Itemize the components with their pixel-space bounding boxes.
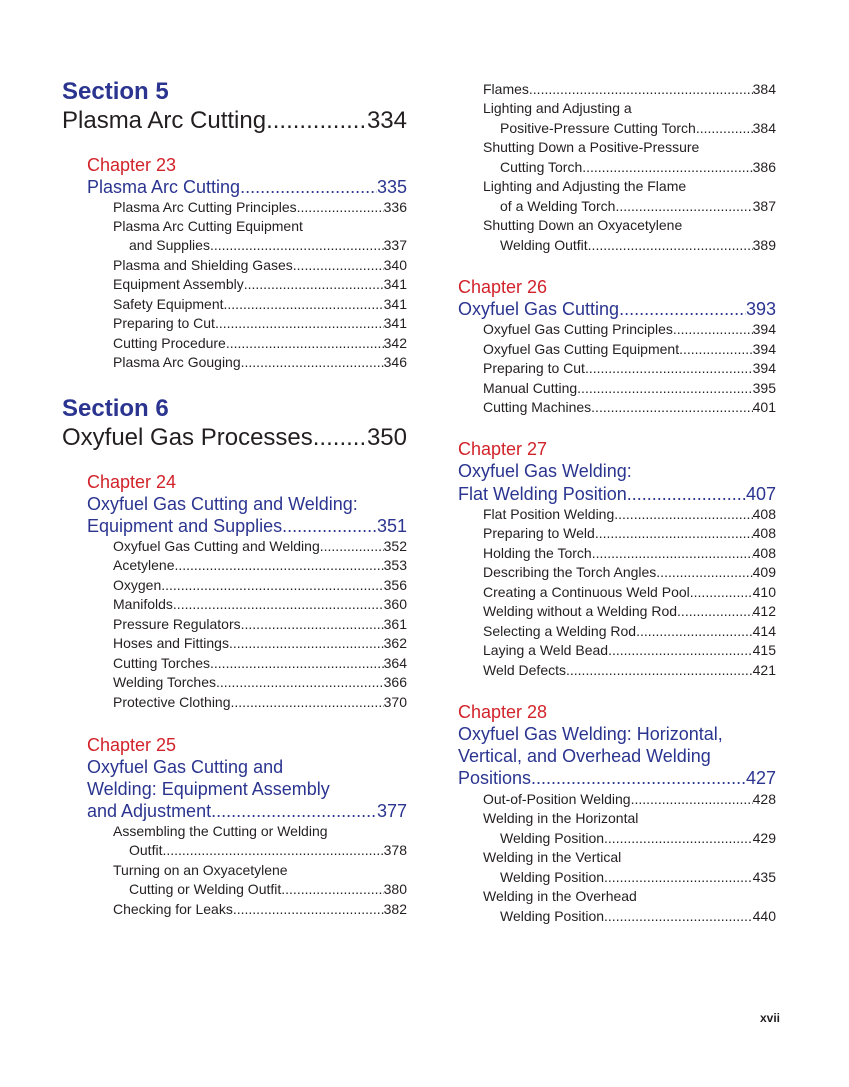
toc-entry[interactable] <box>483 216 776 235</box>
entry-text: Acetylene <box>113 557 175 573</box>
toc-entry[interactable] <box>113 861 407 880</box>
dot-leader <box>211 800 377 822</box>
chapter-26-label: Chapter 26 <box>458 277 548 297</box>
chapter-25-title[interactable] <box>87 800 407 822</box>
page-number: 350 <box>366 424 407 451</box>
page-folio: xvii <box>760 1011 781 1025</box>
dot-leader <box>281 880 383 899</box>
page-number: 341 <box>383 296 407 312</box>
page-number: 364 <box>383 655 407 671</box>
chapter-title-text: Oxyfuel Gas Welding: <box>458 461 632 481</box>
entry-text: Welding in the Horizontal <box>483 810 639 826</box>
chapter-title-text: Equipment and Supplies <box>87 516 283 536</box>
chapter-title-text: Positions <box>458 768 532 788</box>
entry-text: Checking for Leaks <box>113 901 233 917</box>
toc-entry[interactable] <box>483 177 776 196</box>
entry-text: Safety Equipment <box>113 296 224 312</box>
chapter-27-title[interactable] <box>458 483 776 505</box>
entry-text: Protective Clothing <box>113 694 231 710</box>
page-number: 440 <box>752 908 776 924</box>
chapter-27-title-line[interactable] <box>458 460 776 482</box>
dot-leader <box>604 868 753 887</box>
toc-entry[interactable] <box>483 80 776 99</box>
chapter-title-text: Oxyfuel Gas Welding: Horizontal, <box>458 724 723 744</box>
entry-text: Selecting a Welding Rod <box>483 623 637 639</box>
entry-text: Plasma Arc Gouging <box>113 354 241 370</box>
dot-leader <box>241 353 384 372</box>
dot-leader <box>631 790 753 809</box>
entry-text: Outfit <box>129 842 163 858</box>
toc-entry[interactable] <box>483 622 776 641</box>
page-number: 341 <box>383 315 407 331</box>
toc-entry[interactable] <box>483 544 776 563</box>
entry-text: Flat Position Welding <box>483 506 615 522</box>
dot-leader <box>604 907 753 926</box>
toc-entry[interactable] <box>483 340 776 359</box>
chapter-23-label: Chapter 23 <box>87 155 177 175</box>
entry-text: Out-of-Position Welding <box>483 791 631 807</box>
toc-entry[interactable] <box>500 197 776 216</box>
dot-leader <box>604 829 753 848</box>
entry-text: Plasma Arc Cutting Equipment <box>113 218 303 234</box>
entry-text: Welding Outfit <box>500 237 588 253</box>
toc-entry[interactable] <box>113 900 407 919</box>
dot-leader <box>636 622 753 641</box>
page-number: 408 <box>752 506 776 522</box>
page-number: 382 <box>383 901 407 917</box>
chapter-title-text: Plasma Arc Cutting <box>87 177 241 197</box>
section-5-title[interactable] <box>62 106 407 136</box>
toc-entry[interactable] <box>113 654 407 673</box>
toc-entry[interactable] <box>483 602 776 621</box>
toc-entry[interactable] <box>483 887 776 906</box>
toc-entry[interactable] <box>113 615 407 634</box>
entry-text: of a Welding Torch <box>500 198 616 214</box>
page-number: 380 <box>383 881 407 897</box>
toc-entry[interactable] <box>113 634 407 653</box>
dot-leader <box>241 615 384 634</box>
section-5-label: Section 5 <box>62 78 169 105</box>
page-number: 360 <box>383 596 407 612</box>
page-number: 377 <box>376 801 407 821</box>
entry-text: Cutting Machines <box>483 399 592 415</box>
toc-entry[interactable] <box>113 217 407 236</box>
toc-entry[interactable] <box>129 841 407 860</box>
dot-leader <box>266 106 367 136</box>
chapter-24-label: Chapter 24 <box>87 472 177 492</box>
toc-entry[interactable] <box>113 556 407 575</box>
toc-entry[interactable] <box>113 334 407 353</box>
toc-entry[interactable] <box>113 595 407 614</box>
page-number: 395 <box>752 380 776 396</box>
entry-text: Lighting and Adjusting the Flame <box>483 178 687 194</box>
toc-entry[interactable] <box>483 661 776 680</box>
page-number: 356 <box>383 577 407 593</box>
section-title-text: Oxyfuel Gas Processes <box>62 424 313 451</box>
dot-leader <box>233 900 384 919</box>
toc-entry[interactable] <box>113 673 407 692</box>
dot-leader <box>614 505 752 524</box>
dot-leader <box>215 314 384 333</box>
dot-leader <box>577 379 752 398</box>
chapter-25-title-line[interactable] <box>87 756 407 778</box>
page-number: 370 <box>383 694 407 710</box>
chapter-title-text: and Adjustment <box>87 801 212 821</box>
entry-text: Preparing to Weld <box>483 525 595 541</box>
page-number: 353 <box>383 557 407 573</box>
page-number: 393 <box>745 299 776 319</box>
entry-text: Preparing to Cut <box>483 360 585 376</box>
toc-entry[interactable] <box>483 379 776 398</box>
entry-text: Welding Position <box>500 908 605 924</box>
entry-text: Positive-Pressure Cutting Torch <box>500 120 696 136</box>
page-number: 435 <box>752 869 776 885</box>
chapter-title-text: Oxyfuel Gas Cutting and Welding: <box>87 494 358 514</box>
dot-leader <box>231 693 384 712</box>
page-number: 337 <box>383 237 407 253</box>
chapter-28-title[interactable] <box>458 767 776 789</box>
dot-leader <box>696 119 753 138</box>
entry-text: Manual Cutting <box>483 380 578 396</box>
dot-leader <box>240 176 377 198</box>
entry-text: Describing the Torch Angles <box>483 564 657 580</box>
dot-leader <box>529 80 753 99</box>
entry-text: Shutting Down an Oxyacetylene <box>483 217 683 233</box>
toc-entry[interactable] <box>500 236 776 255</box>
chapter-title-text: Welding: Equipment Assembly <box>87 779 330 799</box>
page-number: 386 <box>752 159 776 175</box>
entry-text: Manifolds <box>113 596 173 612</box>
entry-text: Welding without a Welding Rod <box>483 603 678 619</box>
page-number: 340 <box>383 257 407 273</box>
dot-leader <box>293 256 384 275</box>
toc-entry[interactable] <box>113 295 407 314</box>
page-number: 352 <box>383 538 407 554</box>
entry-text: Welding Torches <box>113 674 216 690</box>
page-number: 351 <box>376 516 407 536</box>
entry-text: Pressure Regulators <box>113 616 241 632</box>
entry-text: Laying a Weld Bead <box>483 642 609 658</box>
toc-entry[interactable] <box>483 848 776 867</box>
chapter-title-text: Vertical, and Overhead Welding <box>458 746 711 766</box>
dot-leader <box>588 236 753 255</box>
entry-text: Preparing to Cut <box>113 315 215 331</box>
toc-entry[interactable] <box>483 583 776 602</box>
page-number: 366 <box>383 674 407 690</box>
page-number: 342 <box>383 335 407 351</box>
page-number: 389 <box>752 237 776 253</box>
dot-leader <box>173 595 384 614</box>
entry-text: Oxygen <box>113 577 162 593</box>
toc-entry[interactable] <box>483 398 776 417</box>
entry-text: Cutting Torches <box>113 655 211 671</box>
toc-entry[interactable] <box>500 868 776 887</box>
entry-text: Oxyfuel Gas Cutting and Welding <box>113 538 320 554</box>
entry-text: Welding Position <box>500 869 605 885</box>
entry-text: Welding in the Overhead <box>483 888 637 904</box>
chapter-25-title-line[interactable] <box>87 778 407 800</box>
toc-entry[interactable] <box>113 693 407 712</box>
page-number: 361 <box>383 616 407 632</box>
dot-leader <box>566 661 753 680</box>
page-number: 410 <box>752 584 776 600</box>
page-number: 408 <box>752 545 776 561</box>
dot-leader <box>210 654 384 673</box>
entry-text: Creating a Continuous Weld Pool <box>483 584 690 600</box>
toc-entry[interactable] <box>113 198 407 217</box>
dot-leader <box>210 236 384 255</box>
page-number: 394 <box>752 360 776 376</box>
dot-leader <box>244 275 384 294</box>
entry-text: Assembling the Cutting or Welding <box>113 823 328 839</box>
toc-entry[interactable] <box>483 563 776 582</box>
page-number: 387 <box>752 198 776 214</box>
dot-leader <box>297 198 384 217</box>
chapter-24-title[interactable] <box>87 515 407 537</box>
chapter-24-title-line[interactable] <box>87 493 407 515</box>
entry-text: Holding the Torch <box>483 545 592 561</box>
toc-entry[interactable] <box>500 907 776 926</box>
entry-text: Oxyfuel Gas Cutting Principles <box>483 321 673 337</box>
page-number: 335 <box>376 177 407 197</box>
toc-entry[interactable] <box>113 314 407 333</box>
entry-text: Cutting or Welding Outfit <box>129 881 282 897</box>
dot-leader <box>656 563 752 582</box>
chapter-title-text: Oxyfuel Gas Cutting <box>458 299 620 319</box>
toc-entry[interactable] <box>500 829 776 848</box>
dot-leader <box>615 197 752 216</box>
toc-entry[interactable] <box>129 880 407 899</box>
page-number: 384 <box>752 120 776 136</box>
page-number: 394 <box>752 321 776 337</box>
dot-leader <box>229 634 384 653</box>
dot-leader <box>162 841 383 860</box>
page-number: 412 <box>752 603 776 619</box>
section-6-title[interactable] <box>62 423 407 453</box>
dot-leader <box>595 524 753 543</box>
dot-leader <box>216 673 384 692</box>
page-number: 415 <box>752 642 776 658</box>
dot-leader <box>627 483 746 505</box>
page-number: 429 <box>752 830 776 846</box>
chapter-28-label: Chapter 28 <box>458 702 548 722</box>
toc-entry[interactable] <box>113 353 407 372</box>
entry-text: Lighting and Adjusting a <box>483 100 632 116</box>
chapter-23-title[interactable] <box>87 176 407 198</box>
dot-leader <box>591 398 752 417</box>
toc-entry[interactable] <box>483 99 776 118</box>
entry-text: Equipment Assembly <box>113 276 244 292</box>
entry-text: and Supplies <box>129 237 210 253</box>
page-number: 428 <box>752 791 776 807</box>
chapter-28-title-line[interactable] <box>458 723 776 745</box>
toc-entry[interactable] <box>129 236 407 255</box>
entry-text: Hoses and Fittings <box>113 635 229 651</box>
dot-leader <box>320 537 384 556</box>
entry-text: Plasma and Shielding Gases <box>113 257 293 273</box>
toc-entry[interactable] <box>483 524 776 543</box>
dot-leader <box>582 158 752 177</box>
page-number: 384 <box>752 81 776 97</box>
dot-leader <box>531 767 746 789</box>
toc-entry[interactable] <box>483 641 776 660</box>
chapter-25-label: Chapter 25 <box>87 735 177 755</box>
dot-leader <box>619 298 746 320</box>
entry-text: Turning on an Oxyacetylene <box>113 862 288 878</box>
toc-entry[interactable] <box>483 505 776 524</box>
section-title-text: Plasma Arc Cutting <box>62 107 267 134</box>
page-number: 394 <box>752 341 776 357</box>
page-number: 408 <box>752 525 776 541</box>
toc-entry[interactable] <box>483 138 776 157</box>
page-number: 334 <box>366 107 407 134</box>
page-number: 427 <box>745 768 776 788</box>
toc-entry[interactable] <box>113 256 407 275</box>
page-number: 414 <box>752 623 776 639</box>
toc-entry[interactable] <box>483 320 776 339</box>
toc-entry[interactable] <box>500 119 776 138</box>
section-6-label: Section 6 <box>62 395 169 422</box>
dot-leader <box>226 334 384 353</box>
entry-text: Weld Defects <box>483 662 566 678</box>
chapter-title-text: Flat Welding Position <box>458 484 627 504</box>
dot-leader <box>677 602 753 621</box>
page-number: 346 <box>383 354 407 370</box>
chapter-title-text: Oxyfuel Gas Cutting and <box>87 757 284 777</box>
page-number: 409 <box>752 564 776 580</box>
dot-leader <box>690 583 753 602</box>
entry-text: Cutting Torch <box>500 159 583 175</box>
entry-text: Welding in the Vertical <box>483 849 622 865</box>
dot-leader <box>585 359 753 378</box>
chapter-26-title[interactable] <box>458 298 776 320</box>
entry-text: Oxyfuel Gas Cutting Equipment <box>483 341 680 357</box>
toc-entry[interactable] <box>500 158 776 177</box>
chapter-27-label: Chapter 27 <box>458 439 548 459</box>
entry-text: Cutting Procedure <box>113 335 226 351</box>
page-number: 407 <box>745 484 776 504</box>
dot-leader <box>673 320 753 339</box>
toc-entry[interactable] <box>113 537 407 556</box>
dot-leader <box>282 515 377 537</box>
page-number: 378 <box>383 842 407 858</box>
dot-leader <box>174 556 383 575</box>
entry-text: Shutting Down a Positive-Pressure <box>483 139 700 155</box>
dot-leader <box>679 340 753 359</box>
toc-entry[interactable] <box>483 790 776 809</box>
entry-text: Welding Position <box>500 830 605 846</box>
toc-entry[interactable] <box>113 822 407 841</box>
page-number: 341 <box>383 276 407 292</box>
toc-entry[interactable] <box>483 359 776 378</box>
page-number: 362 <box>383 635 407 651</box>
toc-entry[interactable] <box>483 809 776 828</box>
entry-text: Plasma Arc Cutting Principles <box>113 199 297 215</box>
dot-leader <box>224 295 384 314</box>
dot-leader <box>161 576 383 595</box>
dot-leader <box>592 544 753 563</box>
toc-entry[interactable] <box>113 576 407 595</box>
entry-text: Flames <box>483 81 529 97</box>
dot-leader <box>313 423 367 453</box>
toc-entry[interactable] <box>113 275 407 294</box>
page-number: 401 <box>752 399 776 415</box>
dot-leader <box>608 641 753 660</box>
chapter-28-title-line[interactable] <box>458 745 776 767</box>
page-number: 421 <box>752 662 776 678</box>
page-number: 336 <box>383 199 407 215</box>
